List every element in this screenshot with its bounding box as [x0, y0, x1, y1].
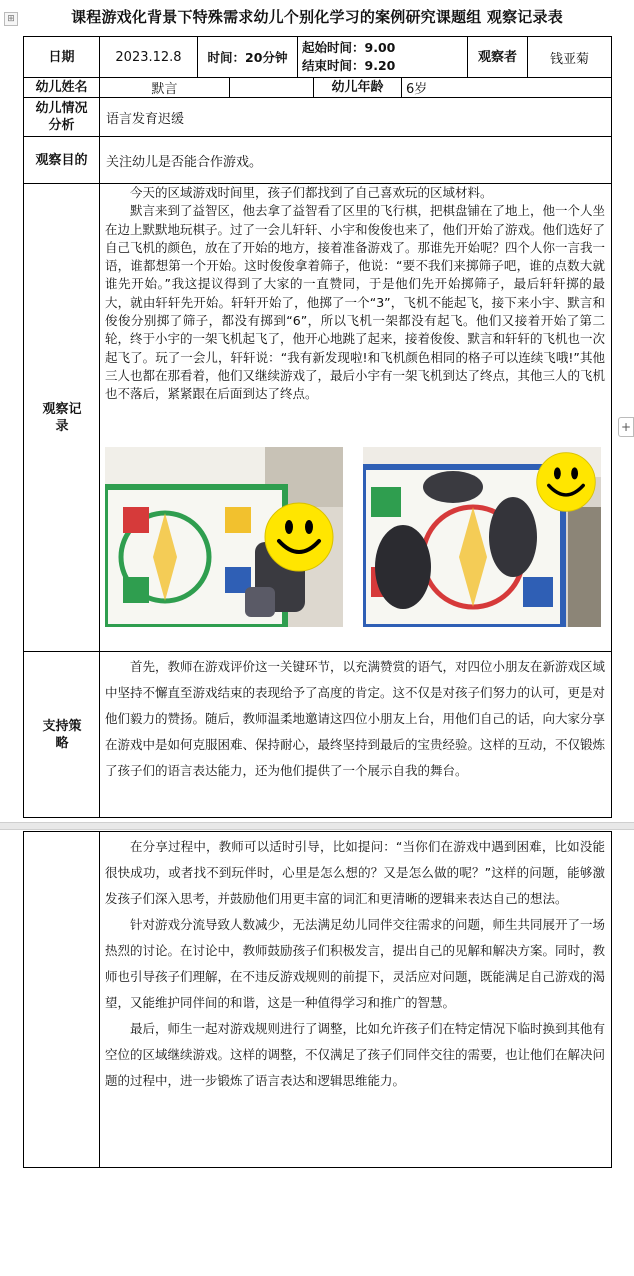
record-text	[105, 184, 605, 404]
time-range	[302, 39, 467, 77]
observation-photo-1	[105, 447, 343, 627]
record-paragraph: 默言来到了益智区，他去拿了益智看了区里的飞行棋，把棋盘铺在了地上，他一个人坐在边上默默地玩棋子。过了一会儿轩轩、小宇和俊俊也来了，他们开始了游戏。他们选好了自己飞机的颜色，放在了开始的地方，接着准备游戏了。那谁先开始呢？四个人你一言我一语，谁都想第一个开始。这时俊俊拿着筛子，他说：“要不我们来掷筛子吧，谁的点数大就谁先开始。”我这提议得到了大家的一直赞同，于是他们先开始掷筛子，最后轩轩掷的最大，就由轩轩先开始。轩轩开始了，他掷了一个“3”，飞机不能起飞，接下来小宇、默言和俊俊分别掷了筛子，都没有掷到“6”，所以飞机一架都没有起飞。他们又接着开始了第二轮，终于小宇的一架飞机起飞了，他开心地跳了起来，接着俊俊、默言和轩轩的飞机也一次起飞了。玩了一会儿，轩轩说：“我有新发现啦!和飞机颜色相同的格子可以连续飞哦!”其他三人也都在那看着，他们又继续游戏了，最后小宇有一架飞机到达了终点，其他三人的飞机也不落后，紧紧跟在后面到达了终点。	[105, 203, 606, 402]
purpose-label: 观察目的	[35, 152, 88, 168]
time-label: 时间：20分钟	[207, 49, 288, 65]
child-age-value: 6岁	[406, 82, 428, 97]
strategy-continued-text	[105, 834, 605, 1094]
date-label: 日期	[48, 49, 75, 65]
page-break	[0, 822, 634, 830]
record-label: 观察记录	[42, 401, 82, 434]
smiley-face-icon	[535, 451, 597, 517]
continuation-table	[23, 831, 612, 1168]
strategy-paragraph: 首先，教师在游戏评价这一关键环节，以充满赞赏的语气，对四位小朋友在新游戏区域中坚持不懈直至游戏结束的表现给予了高度的肯定。这不仅是对孩子们努力的认可，更是对他们毅力的赞扬。随后，教师温柔地邀请这四位小朋友上台，用他们自己的话，向大家分享在游戏中是如何克服困难、保持耐心，最终坚持到最后的宝贵经验。这样的互动，不仅锻炼了孩子们的语言表达能力，还为他们提供了一个展示自我的舞台。	[105, 659, 606, 778]
observer-label: 观察者	[477, 49, 517, 65]
child-age-label: 幼儿年龄	[331, 80, 384, 95]
child-name-label: 幼儿姓名	[35, 80, 88, 95]
table-move-handle-icon[interactable]: ⊞	[4, 12, 18, 26]
document-title: 课程游戏化背景下特殊需求幼儿个别化学习的案例研究课题组 观察记录表	[71, 8, 563, 26]
analysis-label: 幼儿情况分析	[35, 101, 88, 133]
strategy-paragraph: 最后，师生一起对游戏规则进行了调整，比如允许孩子们在特定情况下临时换到其他有空位的区域继续游戏。这样的调整，不仅满足了孩子们同伴交往的需要，也让他们在解决问题的过程中，进一步锻炼了语言表达和逻辑思维能力。	[105, 1021, 606, 1088]
start-time: 起始时间：9.00	[302, 40, 396, 55]
end-time: 结束时间：9.20	[302, 58, 396, 73]
observation-photo-2	[363, 447, 601, 627]
purpose-value: 关注幼儿是否能合作游戏。	[106, 154, 263, 170]
strategy-label: 支持策略	[42, 718, 82, 751]
record-paragraph: 今天的区域游戏时间里，孩子们都找到了自己喜欢玩的区域材料。	[130, 185, 493, 200]
child-name-value: 默言	[151, 82, 178, 97]
strategy-paragraph: 在分享过程中，教师可以适时引导，比如提问：“当你们在游戏中遇到困难，比如没能很快成功，或者找不到玩伴时，心里是怎么想的？又是怎么做的呢？”这样的问题，能够激发孩子们深入思考，并鼓励他们用更丰富的词汇和更清晰的逻辑来表达自己的想法。	[105, 839, 605, 906]
strategy-text	[105, 654, 605, 784]
date-value: 2023.12.8	[115, 49, 182, 65]
observation-table	[23, 36, 612, 818]
add-icon[interactable]: +	[618, 417, 634, 437]
observer-value: 钱亚菊	[549, 51, 589, 67]
analysis-value: 语言发育迟缓	[106, 111, 185, 127]
smiley-face-icon	[263, 501, 335, 577]
strategy-paragraph: 针对游戏分流导致人数减少，无法满足幼儿同伴交往需求的问题，师生共同展开了一场热烈的讨论。在讨论中，教师鼓励孩子们积极发言，提出自己的见解和解决方案。同时，教师也引导孩子们理解，在不违反游戏规则的前提下，灵活应对问题，既能满足自己游戏的渴望，又能维护同伴间的和谐，这是一种值得学习和推广的智慧。	[105, 917, 606, 1010]
